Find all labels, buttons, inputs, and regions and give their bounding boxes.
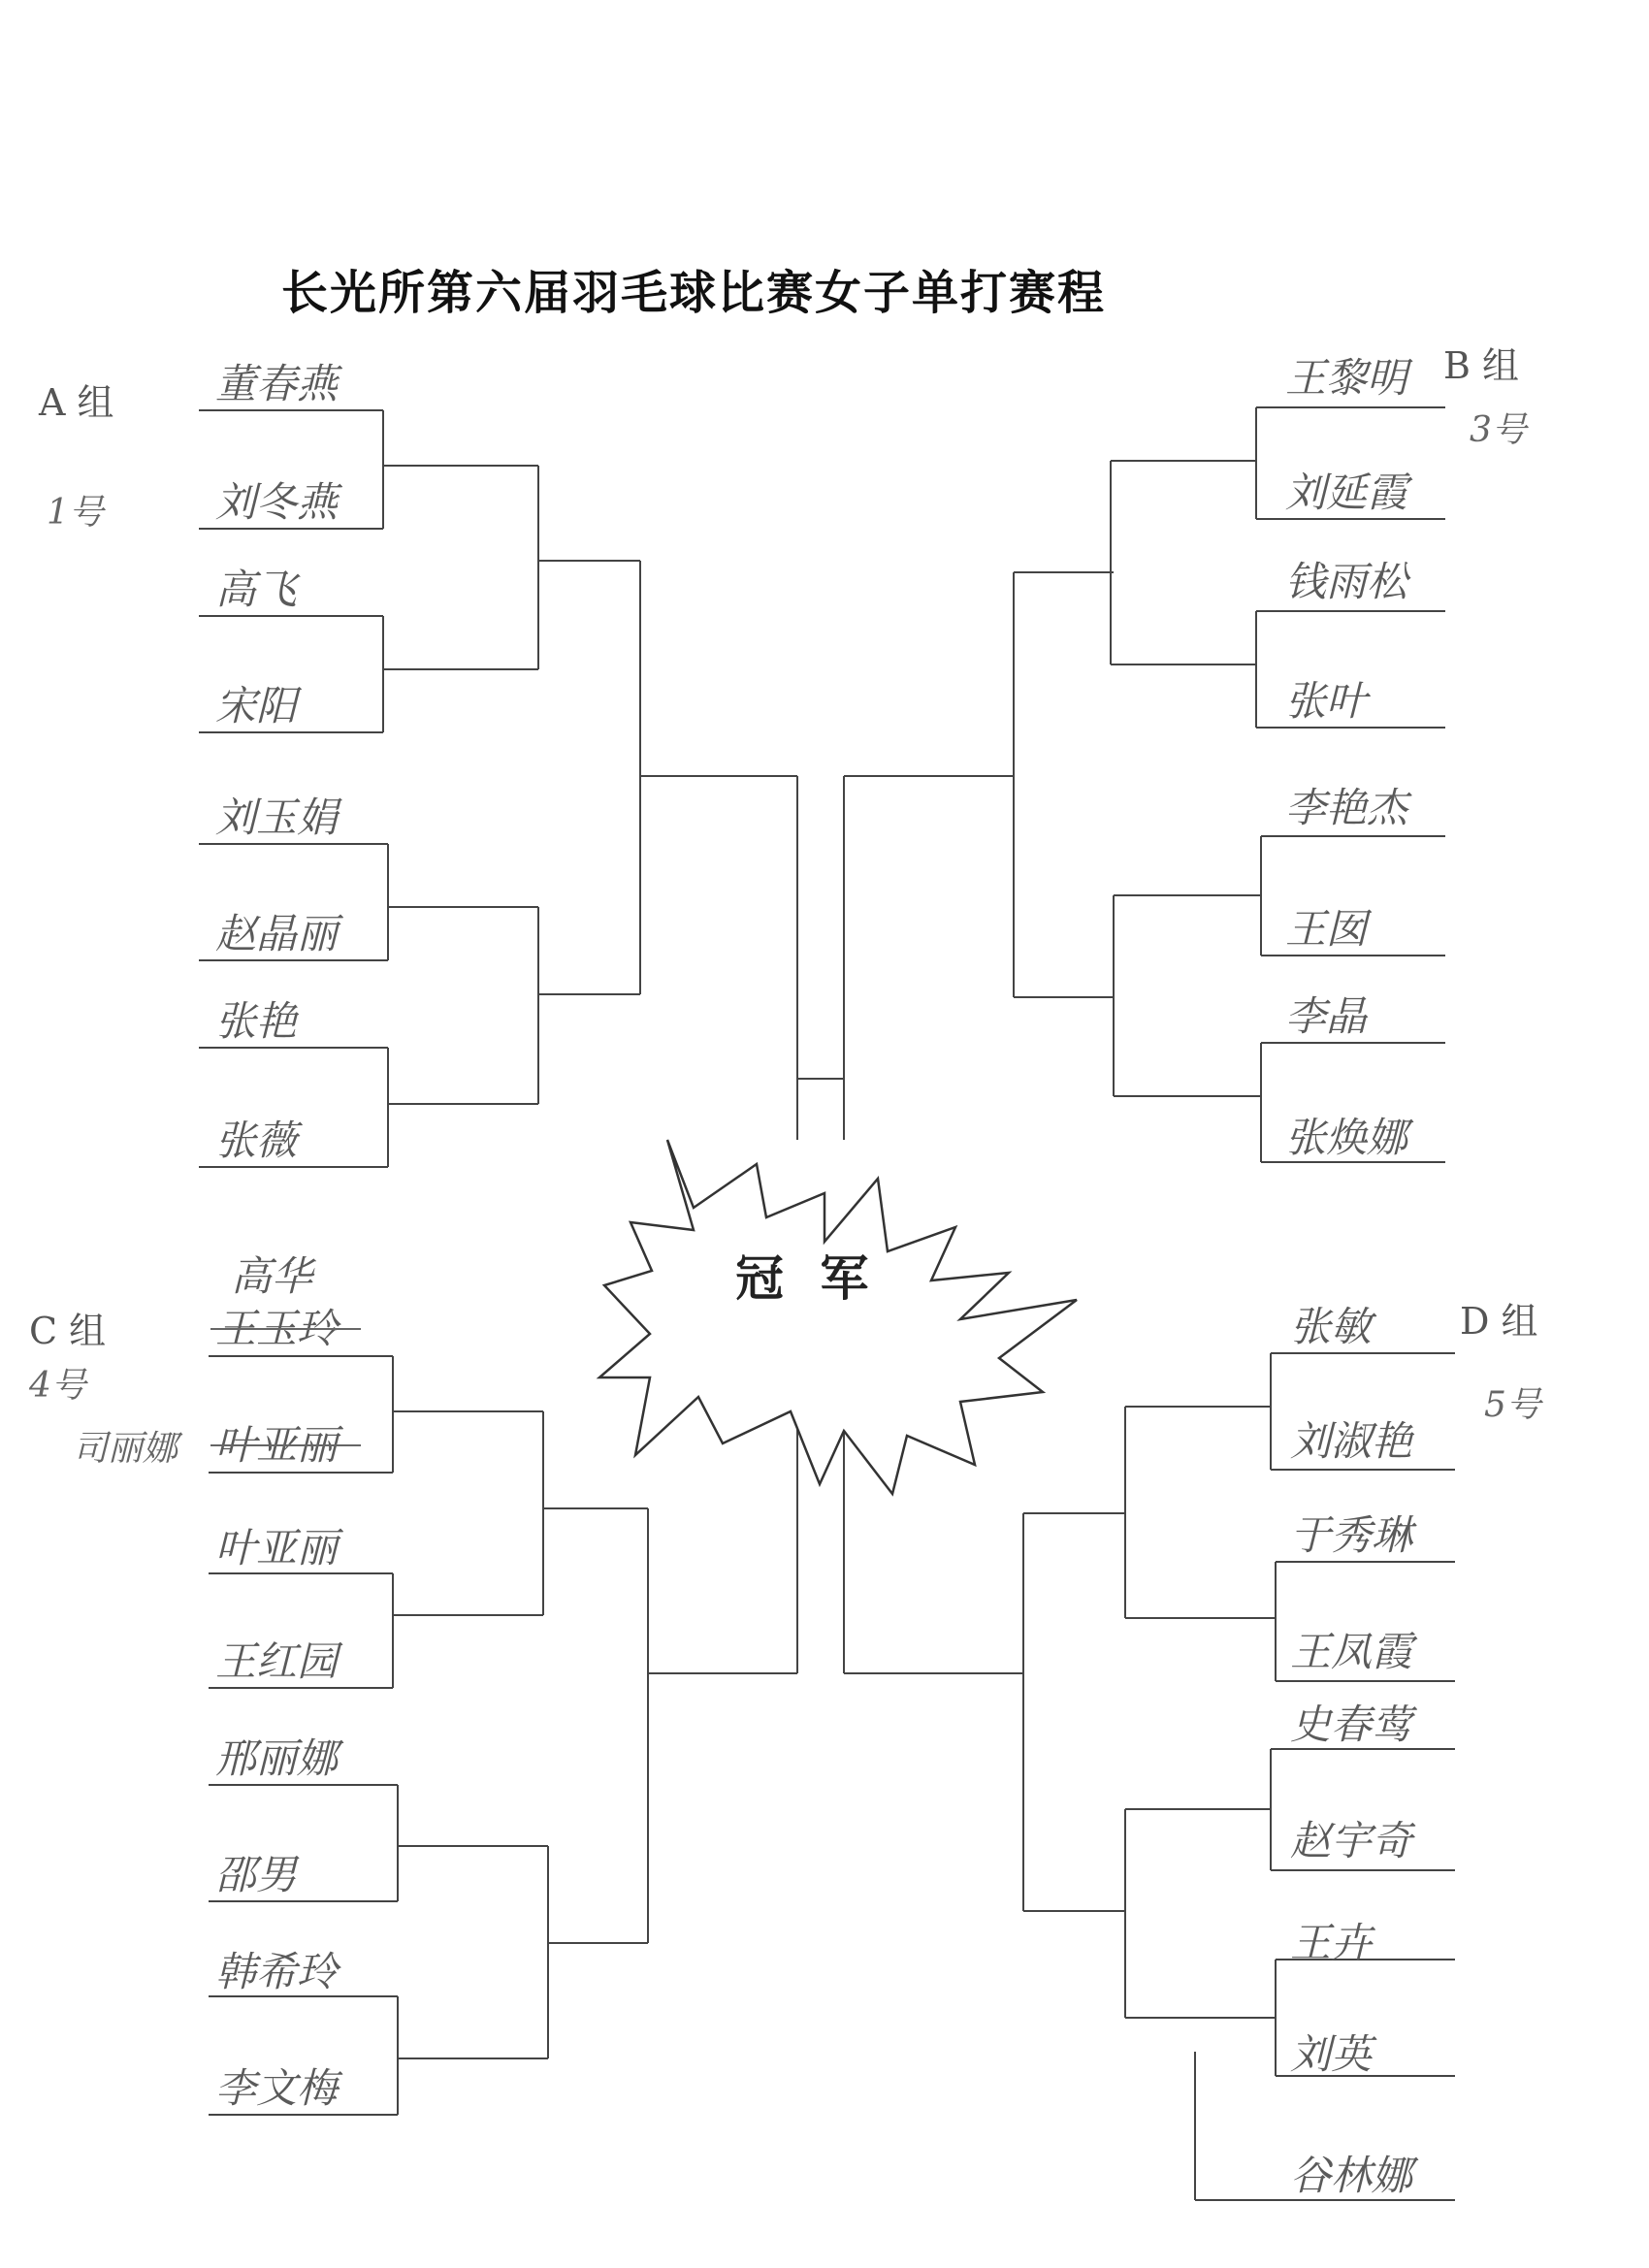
player-name-d-8: 刘英 bbox=[1290, 2030, 1373, 2078]
player-name-d-9: 谷林娜 bbox=[1290, 2152, 1413, 2199]
group-c-number: 4号 bbox=[29, 1366, 86, 1406]
group-a-label: A 组 bbox=[39, 381, 114, 424]
player-name-d-1: 张敏 bbox=[1290, 1303, 1373, 1350]
page-title: 长光所第六届羽毛球比赛女子单打赛程 bbox=[281, 266, 1107, 320]
group-b-number: 3号 bbox=[1470, 410, 1527, 450]
player-name-c-7: 韩希玲 bbox=[215, 1948, 339, 1995]
player-name-b-5: 李艳杰 bbox=[1285, 784, 1408, 831]
player-name-c-1: 王玉玲 bbox=[215, 1305, 339, 1352]
group-d-number: 5号 bbox=[1484, 1385, 1541, 1425]
group-c-extra-note: 司丽娜 bbox=[73, 1429, 178, 1469]
player-name-c-8: 李文梅 bbox=[215, 2064, 339, 2112]
champion-label: 冠 军 bbox=[735, 1250, 879, 1307]
player-name-b-3: 钱雨松 bbox=[1285, 558, 1408, 605]
player-name-d-7: 王卉 bbox=[1290, 1919, 1373, 1966]
player-name-c-2: 叶亚丽 bbox=[215, 1421, 339, 1469]
player-name-a-1: 董春燕 bbox=[215, 360, 339, 407]
player-name-a-8: 张薇 bbox=[215, 1117, 298, 1164]
player-name-c-3: 叶亚丽 bbox=[215, 1524, 339, 1571]
player-name-b-4: 张叶 bbox=[1285, 677, 1368, 725]
group-a-number: 1号 bbox=[47, 493, 104, 533]
player-name-c-4: 王红园 bbox=[215, 1637, 339, 1685]
player-name-d-6: 赵宇奇 bbox=[1290, 1817, 1413, 1864]
player-name-a-2: 刘冬燕 bbox=[215, 478, 339, 526]
champion-starburst bbox=[599, 1140, 1077, 1494]
player-name-a-4: 宋阳 bbox=[215, 682, 298, 729]
player-name-d-5: 史春莺 bbox=[1290, 1701, 1413, 1748]
player-name-a-6: 赵晶丽 bbox=[215, 910, 339, 957]
group-c-extra-top: 高华 bbox=[231, 1252, 313, 1300]
player-name-c-5: 邢丽娜 bbox=[215, 1734, 339, 1782]
player-name-b-6: 王囡 bbox=[1285, 905, 1368, 953]
group-b-label: B 组 bbox=[1443, 344, 1520, 387]
player-name-d-4: 王凤霞 bbox=[1290, 1628, 1413, 1675]
player-name-d-3: 于秀琳 bbox=[1290, 1511, 1413, 1559]
player-name-d-2: 刘淑艳 bbox=[1290, 1417, 1413, 1465]
player-name-b-7: 李晶 bbox=[1285, 992, 1368, 1040]
group-c-label: C 组 bbox=[29, 1310, 107, 1352]
player-name-a-3: 高飞 bbox=[215, 566, 298, 613]
player-name-b-1: 王黎明 bbox=[1285, 354, 1408, 402]
player-name-b-2: 刘延霞 bbox=[1285, 469, 1408, 516]
player-name-a-7: 张艳 bbox=[215, 997, 298, 1045]
group-d-label: D 组 bbox=[1460, 1300, 1538, 1343]
player-name-c-6: 邵男 bbox=[215, 1851, 298, 1898]
player-name-a-5: 刘玉娟 bbox=[215, 794, 339, 841]
player-name-b-8: 张焕娜 bbox=[1285, 1114, 1408, 1161]
